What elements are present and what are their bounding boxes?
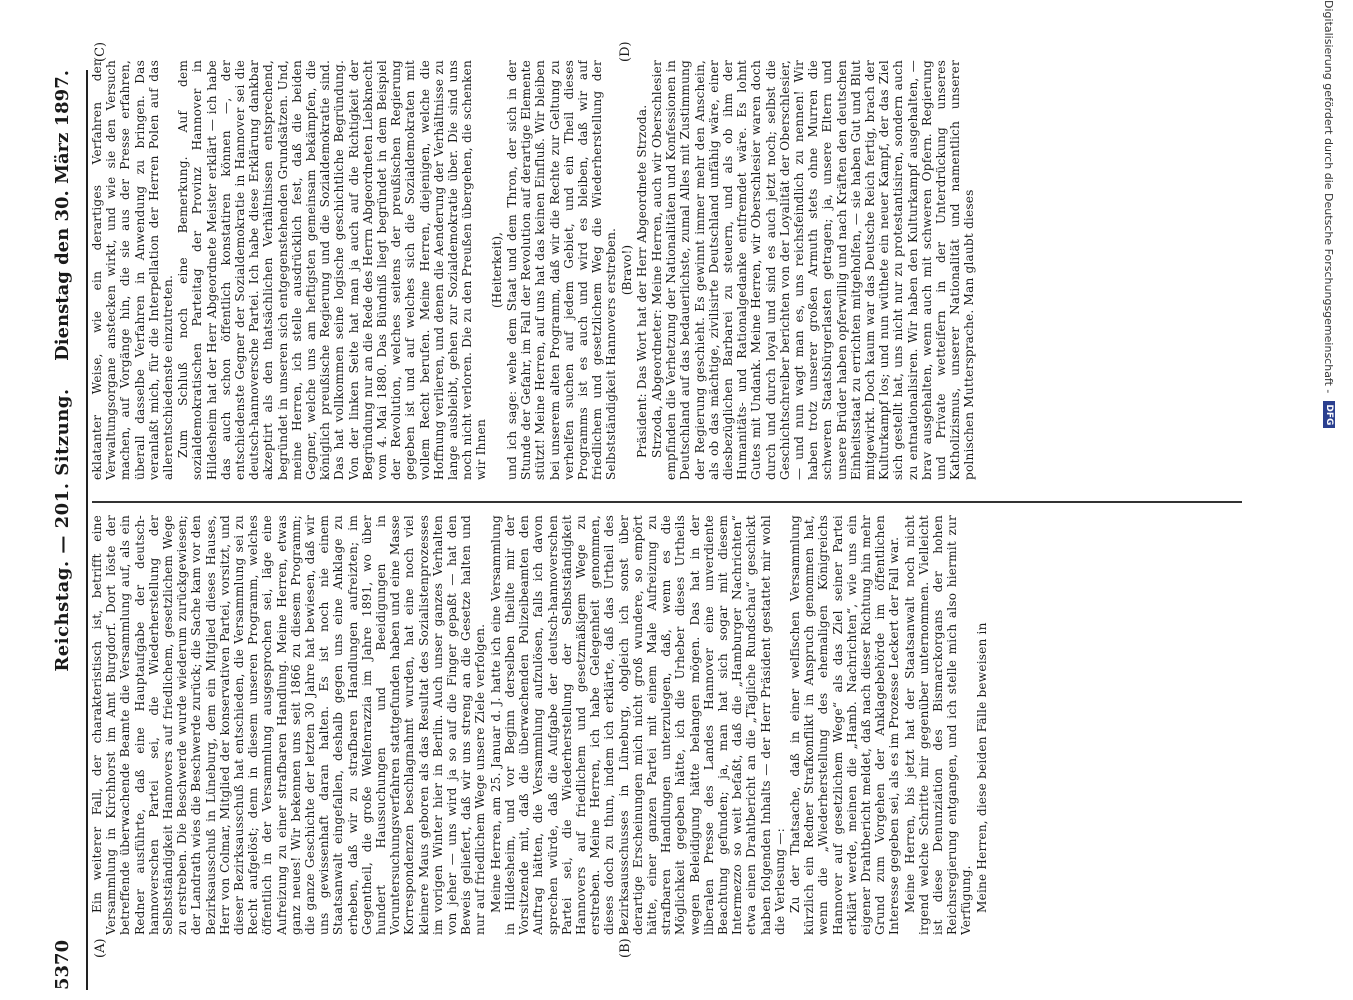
interjection: (Heiterkeit), [489, 232, 504, 308]
header-date: Dienstag den 30. März 1897. [52, 70, 73, 361]
paragraph: und ich sage: wehe dem Staat und dem Thron, der sich in der Stunde der Gefahr, im Fall der Revolution auf derartige Elemente stützt! Meine Herren, auf uns hat das keinen Einfluß. Wir bleiben bei unserem alten Programm, daß wir die Rechte zur Geltung zu verhelfen suchen auf jedem Gebiet, und ein Theil dieses Programms ist es auch und wird es bleiben, daß wir auf friedlichem und gesetzlichem Weg die Wiederherstellung der Selbstständigkeit Hannovers erstreben. [504, 60, 619, 480]
interjection: (Bravo!) [619, 244, 634, 296]
digitization-credit [1315, 0, 1343, 1000]
header-rule [86, 70, 88, 990]
running-title: Reichstag. — 201. Sitzung. [52, 388, 73, 672]
quoted-paragraph: Zu der Thatsache, daß in einer welfischen Versammlung kürzlich ein Redner Strafkonflikt in Anspruch genommen hat, wenn die „Wiederherstellung des ehemaligen Königreichs Hannover auf gesetzlichem Wege“ als das Ziel seiner Partei erklärt werde, meinen die „Hamb. Nachrichten“, wie uns ein eigener Drahtbericht meldet, daß nach dieser Richtung hin mehr Grund zum Vorgehen der Anklagebehörde im öffentlichen Interesse gegeben sei, als es im Prozesse Leckert der Fall war. [787, 515, 902, 935]
margin-mark-a: (A) [93, 938, 108, 958]
left-column [90, 515, 1250, 935]
page-header [50, 70, 80, 990]
margin-mark-b: (B) [618, 938, 633, 958]
dfg-logo: DFG [1323, 401, 1335, 428]
margin-mark-c: (C) [93, 41, 108, 62]
paragraph: Meine Herren, bis jetzt hat der Staatsanwalt noch nicht irgend welche Schritte mir gegenüber unternommen. Vielleicht ist diese Denunziation des Bismarckorgans der hohen Reichsregierung entgangen, und ich stelle mich also hiermit zur Verfügung. [902, 515, 974, 935]
paragraph: Zum Schluß noch eine Bemerkung. Auf dem sozialdemokratischen Parteitag der Provinz Hannover in Hildesheim hat der Herr Abgeordnete Meister erklärt — ich habe das auch schon öffentlich konstatiren können —, der entschiedenste Gegner der Sozialdemokratie in Hannover sei die deutsch-hannoversche Partei. Ich habe diese Erklärung dankbar akzeptirt als den thatsächlichen Verhältnissen entsprechend, begründet in unseren sich entgegenstehenden Grundsätzen. Und, meine Herren, ich stelle ausdrücklich fest, daß die beiden Gegner, welche uns am heftigsten gemeinsam bekämpfen, die königlich preußische Regierung und die Sozialdemokratie sind. Das hat vollkommen seine logische geschichtliche Begründung. Von der linken Seite hat man ja auch auf die Richtigkeit der Begründung nur an die Rede des Herrn Abgeordneten Liebknecht vom 4. Mai 1880. Das Bündniß liegt begründet in dem Beispiel der Revolution, welches seitens der preußischen Regierung gegeben ist und auf welches sich die Sozialdemokraten mit vollem Recht berufen. Meine Herren, diejenigen, welche die Hoffnung verlieren, und denen die Aenderung der Verhältnisse zu lange ausbleibt, gehen zur Sozialdemokratie über. Die sind uns noch nicht verloren. Die zu den Preußen übergehen, die schenken wir Ihnen [176, 60, 489, 480]
column-divider [92, 501, 1242, 503]
credit-text: Digitalisierung gefördert durch die Deutsche Forschungsgemeinschaft - [1322, 0, 1336, 394]
paragraph: Meine Herren, am 25. Januar d. J. hatte ich eine Versammlung in Hildesheim, und vor Beginn derselben theilte mir der Vorsitzende mit, daß die überwachenden Polizeibeamten den Auftrag hätten, die Versammlung aufzulösen, falls ich davon sprechen würde, daß die Aufgabe der deutsch-hannoverschen Partei sei, die Wiederherstellung der Selbstständigkeit Hannovers auf friedlichem und gesetzmäßigem Wege zu erstreben. Meine Herren, ich habe Gelegenheit genommen, dieses doch zu thun, indem ich erklärte, daß das Urtheil des Bezirksausschusses in Lüneburg, obgleich ich sonst über derartige Erscheinungen mich nicht groß wundere, so empört hätte, einer ganzen Partei mit einem Male Aufreizung zu strafbaren Handlungen unterzulegen, daß, wenn es die Möglichkeit gegeben hätte, ich die Urheber dieses Urtheils wegen Beleidigung hätte belangen mögen. Das hat in der liberalen Presse des Landes Hannover eine unverdiente Beachtung gefunden; ja, man hat sich sogar mit diesem Intermezzo so weit befaßt, daß die „Hamburger Nachrichten“ etwa einen Drahtbericht an die „Tägliche Rundschau“ geschickt haben folgenden Inhalts — der Herr Präsident gestattet mir wohl die Verlesung —: [488, 515, 787, 935]
paragraph: Meine Herren, diese beiden Fälle beweisen in [974, 622, 989, 913]
paragraph: eklatanter Weise, wie ein derartiges Verfahren der Verwaltungsorgane anstecken wirkt, und wie sie den Versuch machen, auf Vorgänge hin, die sie aus der Presse erfahren, überall dasselbe Verfahren in Anwendung zu bringen. Das veranlaßt mich, für die Interpellation der Herren Polen auf das allerentschiedenste einzutreten. [90, 60, 176, 480]
speaker-paragraph: Strzoda, Abgeordneter: Meine Herren, auch wir Oberschlesier empfinden die Verhetzung der Nationalitäten und Konfessionen in Deutschland auf das bedauerlichste, zumal Alles mit Zustimmung der Regierung geschieht. Es gewinnt immer mehr den Anschein, als ob das mächtige, zivilisirte Deutschland unfähig wäre, einer diesbezüglichen Barbarei zu steuern, und als ob ihm der Humanitäts- und Rationalgedanke entfremdet wäre. Es lohnt Gutes mit Undank. Meine Herren, wir Oberschlesier waren doch durch und durch loyal und sind es auch jetzt noch; selbst die Geschichtschreiber berichten von der Loyalität der Oberschlesier, — und nun wagt man es, uns reichsfeindlich zu nennen! Wir haben trotz unserer großen Armuth stets ohne Murren die schweren Staatsbürgerlasten getragen; ja, unsere Eltern und unsere Brüder haben opferwillig und nach Kräften den deutschen Einheitsstaat zu errichten mitgeholfen, — sie haben Gut und Blut mitgewirkt. Doch kaum war das Deutsche Reich fertig, brach der Kulturkampf los; und nun wüthete ein neuer Kampf, der das Ziel sich gestellt hat, uns nicht nur zu protestantisiren, sondern auch zu entnationalisiren. Wir haben den Kulturkampf ausgehalten, — brav ausgehalten, wenn auch mit schweren Opfern. Regierung und Private wetteifern in der Unterdrückung unseres Katholizismus, unserer Nationalität und namentlich unserer polnischen Muttersprache. Man glaubt dieses [649, 60, 977, 480]
paragraph: Ein weiterer Fall, der charakteristisch ist, betrifft eine Versammlung in Kirchhorst im Amt Burgdorf. Dort löste der betreffende überwachende Beamte die Versammlung auf, als ein Redner ausführte, daß eine Hauptaufgabe der deutsch-hannoverschen Partei sei, die Wiederherstellung der Selbstständigkeit Hannovers auf friedlichem, gesetzlichem Wege zu erstreben. Die Beschwerde wurde wiederum zurückgewiesen; der Landrath wies die Beschwerde zurück; die Sache kam vor den Bezirksausschuß in Lüneburg, dem ein Mitglied dieses Hauses, Herr von Colmar, Mitglied der konservativen Partei, vorsitzt, und dieser Bezirksausschuß hat entschieden, die Versammlung sei zu Recht aufgelöst; denn in diesem unseren Programm, welches öffentlich in der Versammlung ausgesprochen sei, läge eine Aufreizung zu einer strafbaren Handlung. Meine Herren, etwas ganz neues! Wir bekennen uns seit 1866 zu diesem Programm; die ganze Geschichte der letzten 30 Jahre hat bewiesen, daß wir uns gewissenhaft daran halten. Es ist noch nie einem Staatsanwalt eingefallen, deshalb gegen uns eine Anklage zu erheben, daß wir zu strafbaren Handlungen aufreizten; im Gegentheil, die große Welfenrazzia im Jahre 1891, wo über hundert Haussuchungen und Beeidigungen in Voruntersuchungsverfahren stattgefunden haben und eine Masse Korrespondenzen beschlagnahmt wurden, hat eine noch viel kleinere Maus geboren als das Resultat des Sozialistenprozesses im vorigen Winter hier in Berlin. Auch unser ganzes Verhalten von jeher — uns wird ja so auf die Finger gepaßt — hat den Beweis geliefert, daß wir uns streng an die Gesetze halten und nur auf friedlichem Wege unsere Ziele verfolgen. [90, 515, 488, 935]
margin-mark-d: (D) [618, 41, 633, 62]
speaker-paragraph: Präsident: Das Wort hat der Herr Abgeordnete Strzoda. [634, 104, 649, 458]
right-column [90, 60, 1250, 480]
page-number: 5370 [52, 939, 73, 990]
